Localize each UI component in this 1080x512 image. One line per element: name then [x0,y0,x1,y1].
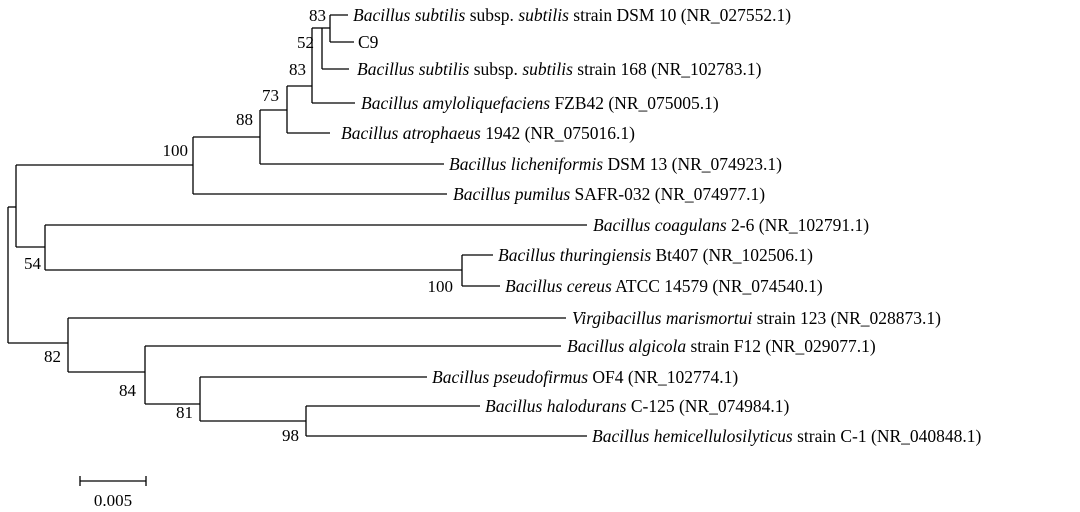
leaf-label-sub168: Bacillus subtilis subsp. subtilis strain 168 (NR_102783.1) [357,59,762,79]
bootstrap-value: 82 [44,347,61,366]
leaf-label-hemi: Bacillus hemicellulosilyticus strain C-1 (NR_040848.1) [592,426,982,446]
leaf-label-amylo: Bacillus amyloliquefaciens FZB42 (NR_075005.1) [361,93,719,113]
leaf-label-cer: Bacillus cereus ATCC 14579 (NR_074540.1) [505,276,823,296]
leaf-label-pseu: Bacillus pseudofirmus OF4 (NR_102774.1) [432,367,739,387]
leaf-label-coag: Bacillus coagulans 2-6 (NR_102791.1) [593,215,870,235]
leaf-label-c9: C9 [358,32,379,52]
scale-bar-label: 0.005 [93,491,133,510]
bootstrap-value: 73 [262,86,279,105]
bootstrap-value: 83 [289,60,306,79]
leaf-label-lich: Bacillus licheniformis DSM 13 (NR_074923.1) [449,154,782,174]
leaf-label-sub10: Bacillus subtilis subsp. subtilis strain DSM 10 (NR_027552.1) [353,5,792,25]
leaf-label-atro: Bacillus atrophaeus 1942 (NR_075016.1) [341,123,635,143]
bootstrap-value: 81 [176,403,193,422]
bootstrap-value: 83 [309,6,326,25]
bootstrap-value: 98 [282,426,299,445]
bootstrap-value: 88 [236,110,253,129]
leaf-label-pum: Bacillus pumilus SAFR-032 (NR_074977.1) [453,184,766,204]
bootstrap-value: 100 [427,277,453,296]
leaf-label-alg: Bacillus algicola strain F12 (NR_029077.1) [567,336,876,356]
bootstrap-value: 84 [119,381,136,400]
bootstrap-value: 100 [162,141,188,160]
leaf-label-halo: Bacillus halodurans C-125 (NR_074984.1) [485,396,790,416]
leaf-label-virg: Virgibacillus marismortui strain 123 (NR_028873.1) [572,308,941,328]
bootstrap-value: 54 [24,254,41,273]
scale-bar [80,476,146,510]
bootstrap-value: 52 [297,33,314,52]
leaf-label-thur: Bacillus thuringiensis Bt407 (NR_102506.1) [498,245,813,265]
